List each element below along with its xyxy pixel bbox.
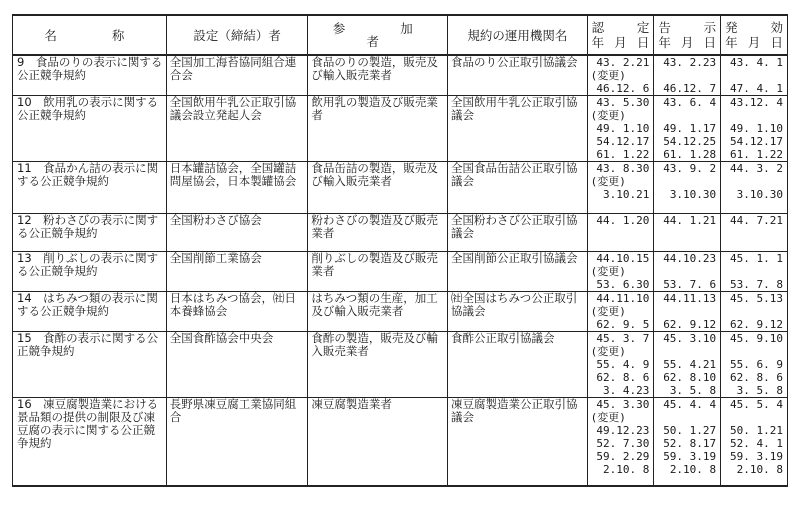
cell-org: 全国削節公正取引協議会 bbox=[448, 252, 588, 292]
cell-name: 10 飲用乳の表示に関する公正競争規約 bbox=[13, 96, 167, 162]
date-line: (変更) bbox=[590, 345, 626, 358]
header-participants: 参 加 者 bbox=[308, 15, 448, 55]
date-line: 43. 2.23 bbox=[663, 56, 717, 69]
cell-org: 全国食品缶詰公正取引協議会 bbox=[448, 162, 588, 214]
date-line: 62. 8. 6 bbox=[730, 371, 783, 384]
date-line bbox=[657, 69, 716, 82]
date-line: 45. 3.10 bbox=[663, 332, 717, 345]
date-line: (変更) bbox=[590, 265, 626, 278]
cell-notice-date bbox=[654, 332, 721, 398]
cell-approval-date bbox=[587, 332, 654, 398]
date-line: 45. 5. 4 bbox=[730, 398, 783, 411]
date-line: 50. 1.27 bbox=[663, 424, 717, 437]
date-line bbox=[724, 109, 783, 122]
date-line: 3.10.30 bbox=[669, 188, 717, 201]
date-line: 44.10.23 bbox=[663, 252, 717, 265]
date-line: 49. 1.10 bbox=[596, 122, 650, 135]
cell-setter: 全国飲用牛乳公正取引協議会設立発起人会 bbox=[166, 96, 308, 162]
date-line: 52. 8.17 bbox=[663, 437, 717, 450]
cell-name: 15 食酢の表示に関する公正競争規約 bbox=[13, 332, 167, 398]
table-row bbox=[13, 252, 788, 292]
date-line bbox=[724, 305, 783, 318]
date-line: 53. 7. 6 bbox=[663, 278, 717, 291]
header-approval: 認 定 年 月 日 bbox=[587, 15, 654, 55]
date-line: 53. 7. 8 bbox=[730, 278, 783, 291]
date-line: (変更) bbox=[590, 109, 626, 122]
cell-participants: はちみつ類の生産，加工及び輸入販売業者 bbox=[308, 292, 448, 332]
header-notice: 告 示 年 月 日 bbox=[654, 15, 721, 55]
date-line: (変更) bbox=[590, 175, 626, 188]
table-row bbox=[13, 292, 788, 332]
table-header bbox=[13, 15, 788, 55]
date-line: 43. 9. 2 bbox=[663, 162, 717, 175]
date-line: 62. 9.12 bbox=[663, 318, 717, 331]
cell-org: 食酢公正取引協議会 bbox=[448, 332, 588, 398]
cell-notice-date bbox=[654, 162, 721, 214]
cell-notice-date bbox=[654, 292, 721, 332]
date-line: 45. 1. 1 bbox=[730, 252, 783, 265]
date-line: 49.12.23 bbox=[596, 424, 650, 437]
date-line bbox=[657, 265, 716, 278]
cell-participants: 凍豆腐製造業者 bbox=[308, 398, 448, 486]
date-line: 46.12. 6 bbox=[596, 82, 650, 95]
cell-setter: 長野県凍豆腐工業協同組合 bbox=[166, 398, 308, 486]
cell-participants: 飲用乳の製造及び販売業者 bbox=[308, 96, 448, 162]
cell-notice-date bbox=[654, 214, 721, 252]
cell-approval-date bbox=[587, 398, 654, 486]
cell-effective-date bbox=[721, 162, 788, 214]
cell-participants: 食品缶詰の製造，販売及び輸入販売業者 bbox=[308, 162, 448, 214]
table-row bbox=[13, 332, 788, 398]
cell-notice-date bbox=[654, 398, 721, 486]
table-row bbox=[13, 55, 788, 96]
date-line: 43. 5.30 bbox=[596, 96, 650, 109]
table-row bbox=[13, 214, 788, 252]
date-line: 55. 4. 9 bbox=[596, 358, 650, 371]
date-line: 44. 3. 2 bbox=[730, 162, 783, 175]
date-line: 43. 6. 4 bbox=[663, 96, 717, 109]
date-line: 43.12. 4 bbox=[730, 96, 783, 109]
date-line: 3.10.30 bbox=[736, 188, 783, 201]
header-setter: 設定（締結）者 bbox=[166, 15, 308, 55]
header-effective: 発 効 年 月 日 bbox=[721, 15, 788, 55]
date-line bbox=[657, 109, 716, 122]
date-line: 47. 4. 1 bbox=[730, 82, 783, 95]
date-line: 55. 4.21 bbox=[663, 358, 717, 371]
date-line: 49. 1.10 bbox=[730, 122, 783, 135]
cell-org: 全国粉わさび公正取引協議会 bbox=[448, 214, 588, 252]
date-line: 46.12. 7 bbox=[663, 82, 717, 95]
cell-effective-date bbox=[721, 55, 788, 96]
date-line: 45. 3.30 bbox=[596, 398, 650, 411]
date-line bbox=[724, 175, 783, 188]
date-line: 61. 1.22 bbox=[596, 148, 650, 161]
date-line bbox=[724, 345, 783, 358]
date-line: 43. 8.30 bbox=[596, 162, 650, 175]
cell-setter: 全国加工海苔協同組合連合会 bbox=[166, 55, 308, 96]
date-line: 55. 6. 9 bbox=[730, 358, 783, 371]
cell-approval-date bbox=[587, 252, 654, 292]
cell-org: 食品のり公正取引協議会 bbox=[448, 55, 588, 96]
cell-setter: 全国削節工業協会 bbox=[166, 252, 308, 292]
cell-participants: 食品のりの製造，販売及び輸入販売業者 bbox=[308, 55, 448, 96]
date-line: 43. 4. 1 bbox=[730, 56, 783, 69]
cell-approval-date bbox=[587, 214, 654, 252]
date-line: 45. 3. 7 bbox=[596, 332, 650, 345]
cell-effective-date bbox=[721, 214, 788, 252]
date-line: (変更) bbox=[590, 305, 626, 318]
cell-name: 12 粉わさびの表示に関する公正競争規約 bbox=[13, 214, 167, 252]
date-line: 62. 8. 6 bbox=[596, 371, 650, 384]
date-line: 43. 2.21 bbox=[596, 56, 650, 69]
date-line: 44.11.13 bbox=[663, 292, 717, 305]
table-body bbox=[13, 55, 788, 486]
date-line bbox=[724, 265, 783, 278]
date-line: 50. 1.21 bbox=[730, 424, 783, 437]
cell-approval-date bbox=[587, 292, 654, 332]
cell-approval-date bbox=[587, 55, 654, 96]
date-line: 49. 1.17 bbox=[663, 122, 717, 135]
date-line: 3. 5. 8 bbox=[736, 384, 783, 397]
cell-effective-date bbox=[721, 292, 788, 332]
cell-approval-date bbox=[587, 162, 654, 214]
date-line: 52. 4. 1 bbox=[730, 437, 783, 450]
cell-name: 14 はちみつ類の表示に関する公正競争規約 bbox=[13, 292, 167, 332]
table-row bbox=[13, 162, 788, 214]
date-line: 61. 1.28 bbox=[663, 148, 717, 161]
cell-org: 全国飲用牛乳公正取引協議会 bbox=[448, 96, 588, 162]
date-line: 45. 9.10 bbox=[730, 332, 783, 345]
cell-effective-date bbox=[721, 96, 788, 162]
cell-notice-date bbox=[654, 55, 721, 96]
date-line: 52. 7.30 bbox=[596, 437, 650, 450]
cell-name: 11 食品かん詰の表示に関する公正競争規約 bbox=[13, 162, 167, 214]
date-line: 45. 4. 4 bbox=[663, 398, 717, 411]
date-line: 44. 1.20 bbox=[596, 214, 650, 227]
date-line: 53. 6.30 bbox=[596, 278, 650, 291]
date-line: 54.12.17 bbox=[730, 135, 783, 148]
cell-org: 凍豆腐製造業公正取引協議会 bbox=[448, 398, 588, 486]
date-line: 44. 7.21 bbox=[730, 214, 783, 227]
date-line bbox=[657, 175, 716, 188]
date-line: 3.10.21 bbox=[603, 188, 650, 201]
cell-effective-date bbox=[721, 252, 788, 292]
cell-effective-date bbox=[721, 398, 788, 486]
date-line: 45. 5.13 bbox=[730, 292, 783, 305]
cell-name: 16 凍豆腐製造業における景品類の提供の制限及び凍豆腐の表示に関する公正競争規約 bbox=[13, 398, 167, 486]
date-line: 62. 9. 5 bbox=[596, 318, 650, 331]
header-name: 名 称 bbox=[13, 15, 167, 55]
date-line: 54.12.17 bbox=[596, 135, 650, 148]
date-line bbox=[657, 345, 716, 358]
date-line: 59. 2.29 bbox=[596, 450, 650, 463]
date-line: 62. 8.10 bbox=[663, 371, 717, 384]
date-line bbox=[724, 69, 783, 82]
date-line: 54.12.25 bbox=[663, 135, 717, 148]
cell-approval-date bbox=[587, 96, 654, 162]
cell-effective-date bbox=[721, 332, 788, 398]
date-line: 44.10.15 bbox=[596, 252, 650, 265]
cell-setter: 日本はちみつ協会，㈳日本養蜂協会 bbox=[166, 292, 308, 332]
date-line: (変更) bbox=[590, 69, 626, 82]
cell-setter: 全国粉わさび協会 bbox=[166, 214, 308, 252]
date-line: 62. 9.12 bbox=[730, 318, 783, 331]
cell-participants: 粉わさびの製造及び販売業者 bbox=[308, 214, 448, 252]
date-line: 59. 3.19 bbox=[663, 450, 717, 463]
date-line: 44.11.10 bbox=[596, 292, 650, 305]
date-line bbox=[724, 411, 783, 424]
date-line: 59. 3.19 bbox=[730, 450, 783, 463]
cell-org: ㈳全国はちみつ公正取引協議会 bbox=[448, 292, 588, 332]
cell-setter: 日本罐詰協会，全国罐詰問屋協会，日本製罐協会 bbox=[166, 162, 308, 214]
date-line: 44. 1.21 bbox=[663, 214, 717, 227]
cell-setter: 全国食酢協会中央会 bbox=[166, 332, 308, 398]
table-row bbox=[13, 398, 788, 486]
date-line: (変更) bbox=[590, 411, 626, 424]
cell-name: 9 食品のりの表示に関する公正競争規約 bbox=[13, 55, 167, 96]
date-line bbox=[657, 305, 716, 318]
date-line: 61. 1.22 bbox=[730, 148, 783, 161]
date-line bbox=[657, 411, 716, 424]
cell-name: 13 削りぶしの表示に関する公正競争規約 bbox=[13, 252, 167, 292]
date-line: 3. 5. 8 bbox=[669, 384, 717, 397]
date-line: 2.10. 8 bbox=[669, 463, 717, 476]
cell-participants: 削りぶしの製造及び販売業者 bbox=[308, 252, 448, 292]
cell-participants: 食酢の製造，販売及び輸入販売業者 bbox=[308, 332, 448, 398]
date-line: 2.10. 8 bbox=[736, 463, 783, 476]
date-line: 3. 4.23 bbox=[603, 384, 650, 397]
header-org: 規約の運用機関名 bbox=[448, 15, 588, 55]
table-row bbox=[13, 96, 788, 162]
cell-notice-date bbox=[654, 96, 721, 162]
cell-notice-date bbox=[654, 252, 721, 292]
date-line: 2.10. 8 bbox=[603, 463, 650, 476]
regulations-table bbox=[12, 14, 788, 487]
